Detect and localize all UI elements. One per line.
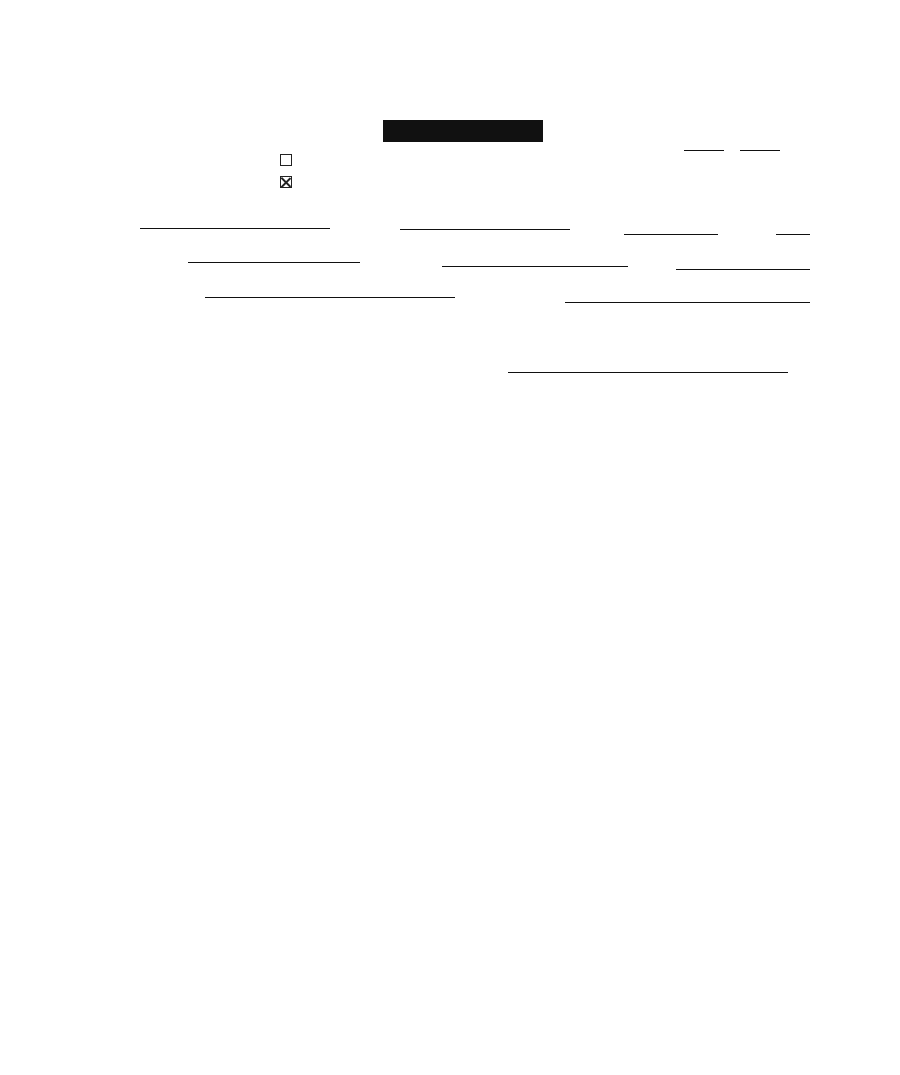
national-checkbox[interactable] (280, 154, 292, 166)
divisional-checkbox[interactable] (280, 176, 292, 188)
prorally-logo-banner (383, 120, 543, 142)
